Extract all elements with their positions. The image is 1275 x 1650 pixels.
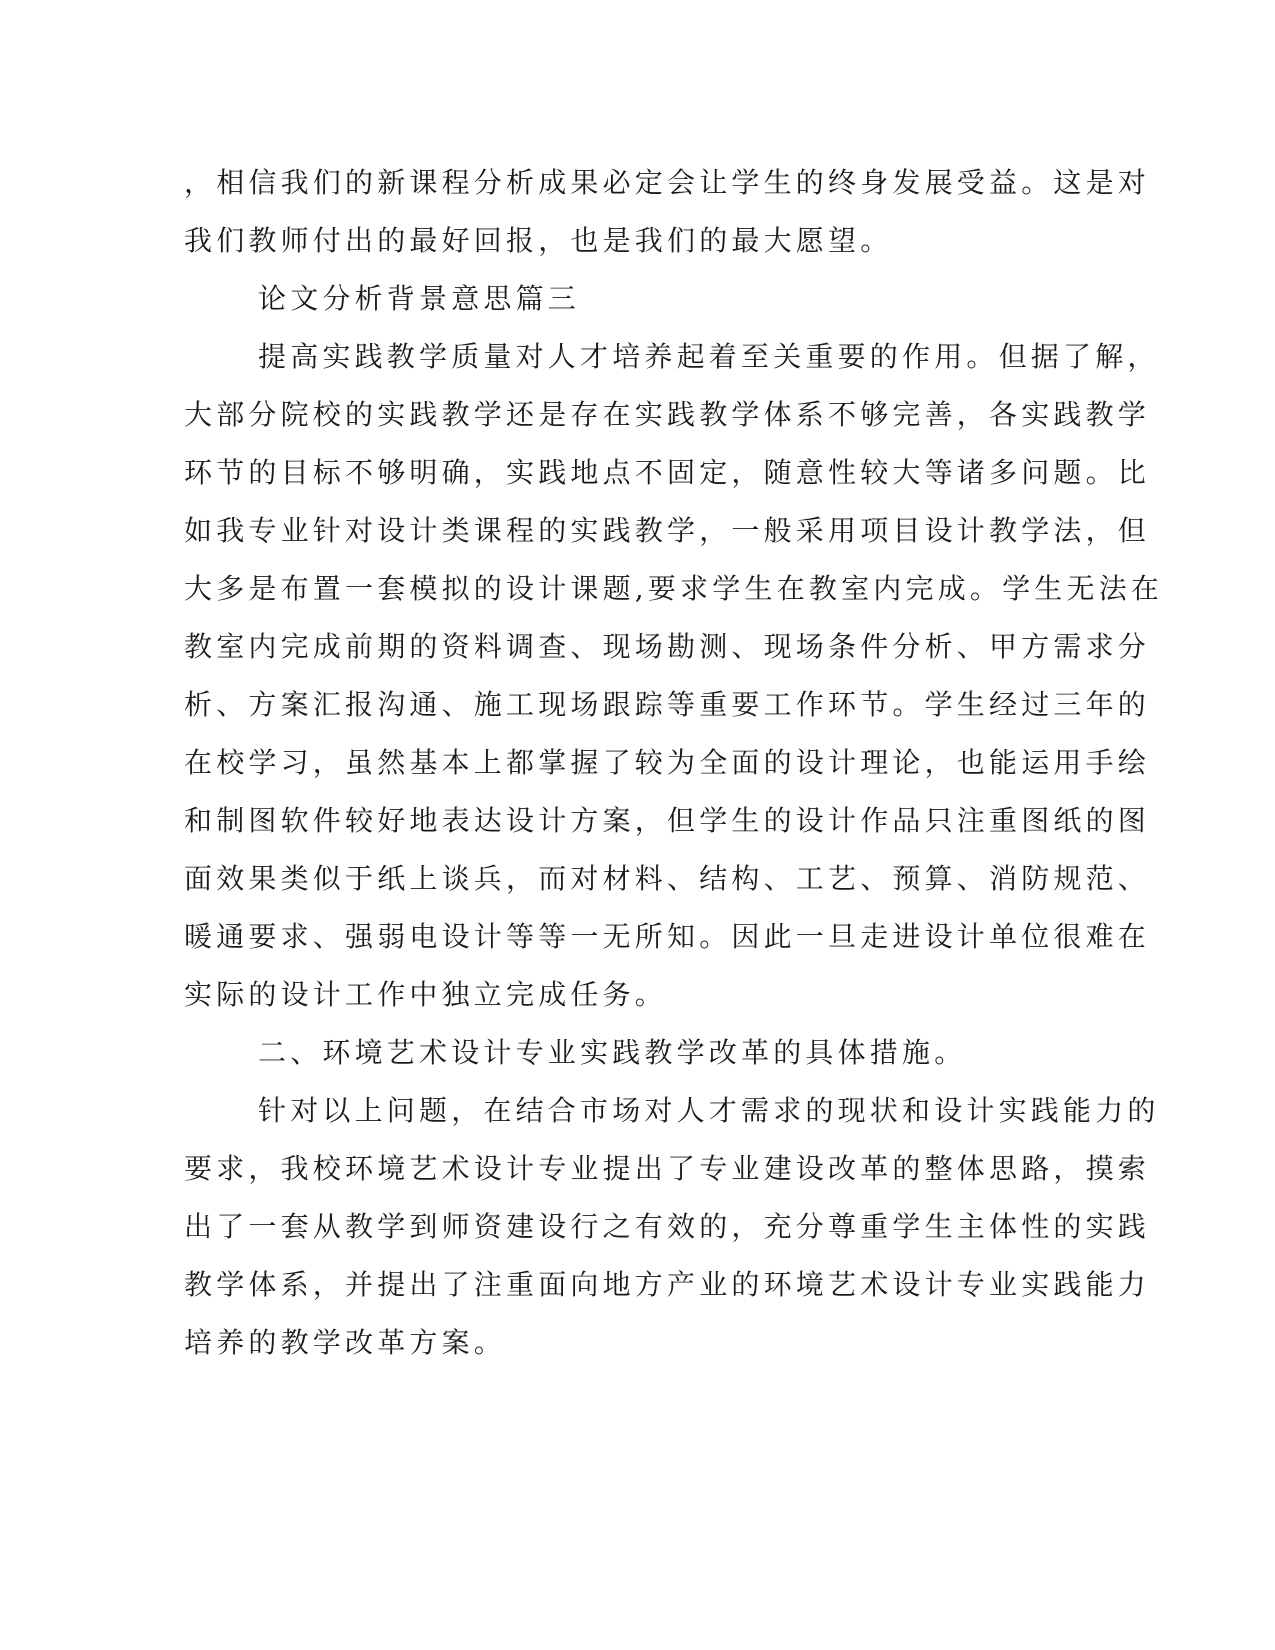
text-line: 教学体系，并提出了注重面向地方产业的环境艺术设计专业实践能力 — [184, 1268, 1151, 1301]
text-line: 实际的设计工作中独立完成任务。 — [184, 978, 668, 1011]
text-line: 教室内完成前期的资料调查、现场勘测、现场条件分析、甲方需求分 — [184, 630, 1151, 663]
text-line: 环节的目标不够明确，实践地点不固定，随意性较大等诸多问题。比 — [184, 456, 1151, 489]
text-line: 析、方案汇报沟通、施工现场跟踪等重要工作环节。学生经过三年的 — [184, 688, 1151, 721]
text-line: 大部分院校的实践教学还是存在实践教学体系不够完善，各实践教学 — [184, 398, 1151, 431]
text-line: ，相信我们的新课程分析成果必定会让学生的终身发展受益。这是对 — [184, 166, 1151, 199]
text-line: 如我专业针对设计类课程的实践教学，一般采用项目设计教学法，但 — [184, 514, 1151, 547]
text-line: 培养的教学改革方案。 — [184, 1326, 507, 1359]
text-line: 面效果类似于纸上谈兵，而对材料、结构、工艺、预算、消防规范、 — [184, 862, 1151, 895]
text-line: 出了一套从教学到师资建设行之有效的，充分尊重学生主体性的实践 — [184, 1210, 1151, 1243]
paragraph-first-line: 提高实践教学质量对人才培养起着至关重要的作用。但据了解， — [258, 340, 1160, 373]
section-heading: 论文分析背景意思篇三 — [258, 282, 581, 315]
text-line: 暖通要求、强弱电设计等等一无所知。因此一旦走进设计单位很难在 — [184, 920, 1151, 953]
text-line: 大多是布置一套模拟的设计课题,要求学生在教室内完成。学生无法在 — [184, 572, 1164, 605]
text-line: 在校学习，虽然基本上都掌握了较为全面的设计理论，也能运用手绘 — [184, 746, 1151, 779]
text-line: 要求，我校环境艺术设计专业提出了专业建设改革的整体思路，摸索 — [184, 1152, 1151, 1185]
text-line: 我们教师付出的最好回报，也是我们的最大愿望。 — [184, 224, 893, 257]
section-heading: 二、环境艺术设计专业实践教学改革的具体措施。 — [258, 1036, 967, 1069]
text-line: 和制图软件较好地表达设计方案，但学生的设计作品只注重图纸的图 — [184, 804, 1151, 837]
paragraph-first-line: 针对以上问题，在结合市场对人才需求的现状和设计实践能力的 — [258, 1094, 1160, 1127]
